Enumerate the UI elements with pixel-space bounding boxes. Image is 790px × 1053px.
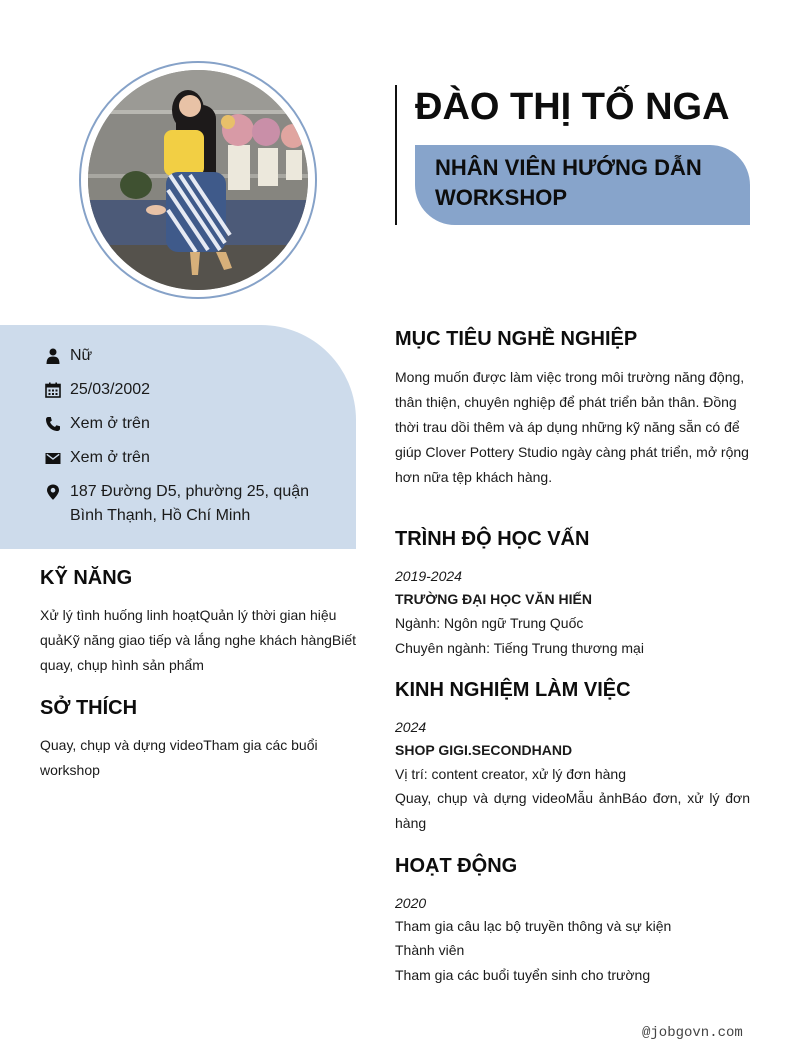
location-pin-icon: [44, 480, 62, 504]
calendar-icon: [44, 378, 62, 402]
activities-role: Thành viên: [395, 942, 465, 958]
education-title: TRÌNH ĐỘ HỌC VẤN: [395, 528, 590, 550]
activities-organization: Tham gia câu lạc bộ truyền thông và sự kiện: [395, 918, 672, 934]
objective-title: MỤC TIÊU NGHỀ NGHIỆP: [395, 328, 638, 350]
activities-title: HOẠT ĐỘNG: [395, 855, 518, 877]
contact-email: [44, 446, 150, 470]
contact-email-text: Xem ở trên: [70, 449, 150, 466]
profile-photo: [88, 70, 308, 290]
education-school: TRƯỜNG ĐẠI HỌC VĂN HIẾN: [395, 591, 593, 607]
contact-phone-text: Xem ở trên: [70, 415, 150, 432]
candidate-name: ĐÀO THỊ TỐ NGA: [415, 86, 730, 128]
contact-birthday: [44, 378, 150, 402]
objective-text: Mong muốn được làm việc trong môi trường năng động, thân thiện, chuyên nghiệp để phát triển bản thân. Đồng thời trau dồi thêm và áp dụng những kỹ năng sẵn có để giúp Clover Pottery Studio ngày càng phát triển, mở rộng hơn nữa tệp khách hàng.: [395, 369, 749, 485]
experience-company: SHOP GIGI.SECONDHAND: [395, 742, 573, 758]
phone-icon: [44, 412, 62, 436]
education-period: 2019-2024: [395, 568, 462, 584]
header-divider: [395, 85, 397, 225]
watermark: @jobgovn.com: [642, 1025, 743, 1041]
experience-description: Quay, chụp và dựng videoMẫu ảnhBáo đơn, xử lý đơn hàng: [395, 790, 750, 831]
hobbies-title: SỞ THÍCH: [40, 697, 138, 719]
hobbies-text: Quay, chụp và dựng videoTham gia các buổi workshop: [40, 737, 318, 778]
activities-period: 2020: [395, 895, 427, 911]
education-major: Ngành: Ngôn ngữ Trung Quốc: [395, 615, 584, 631]
job-title: NHÂN VIÊN HƯỚNG DẪN WORKSHOP: [415, 145, 750, 225]
contact-gender: [44, 344, 92, 368]
contact-birthday-text: 25/03/2002: [70, 381, 151, 398]
contact-address: [44, 480, 314, 528]
activities-description: Tham gia các buổi tuyển sinh cho trường: [395, 967, 651, 983]
experience-position: Vị trí: content creator, xử lý đơn hàng: [395, 766, 626, 782]
skills-text: Xử lý tình huống linh hoạtQuản lý thời gian hiệu quảKỹ năng giao tiếp và lắng nghe khách hàngBiết quay, chụp hình sản phẩm: [40, 607, 357, 673]
mail-icon: [44, 446, 62, 470]
skills-title: KỸ NĂNG: [40, 567, 133, 589]
contact-address-text: 187 Đường D5, phường 25, quận Bình Thạnh, Hồ Chí Minh: [70, 483, 310, 524]
experience-title: KINH NGHIỆM LÀM VIỆC: [395, 679, 631, 701]
avatar: [88, 70, 308, 290]
experience-period: 2024: [395, 719, 427, 735]
education-specialization: Chuyên ngành: Tiếng Trung thương mại: [395, 640, 644, 656]
contact-phone: [44, 412, 150, 436]
contact-gender-text: Nữ: [70, 347, 93, 364]
user-icon: [44, 344, 62, 368]
